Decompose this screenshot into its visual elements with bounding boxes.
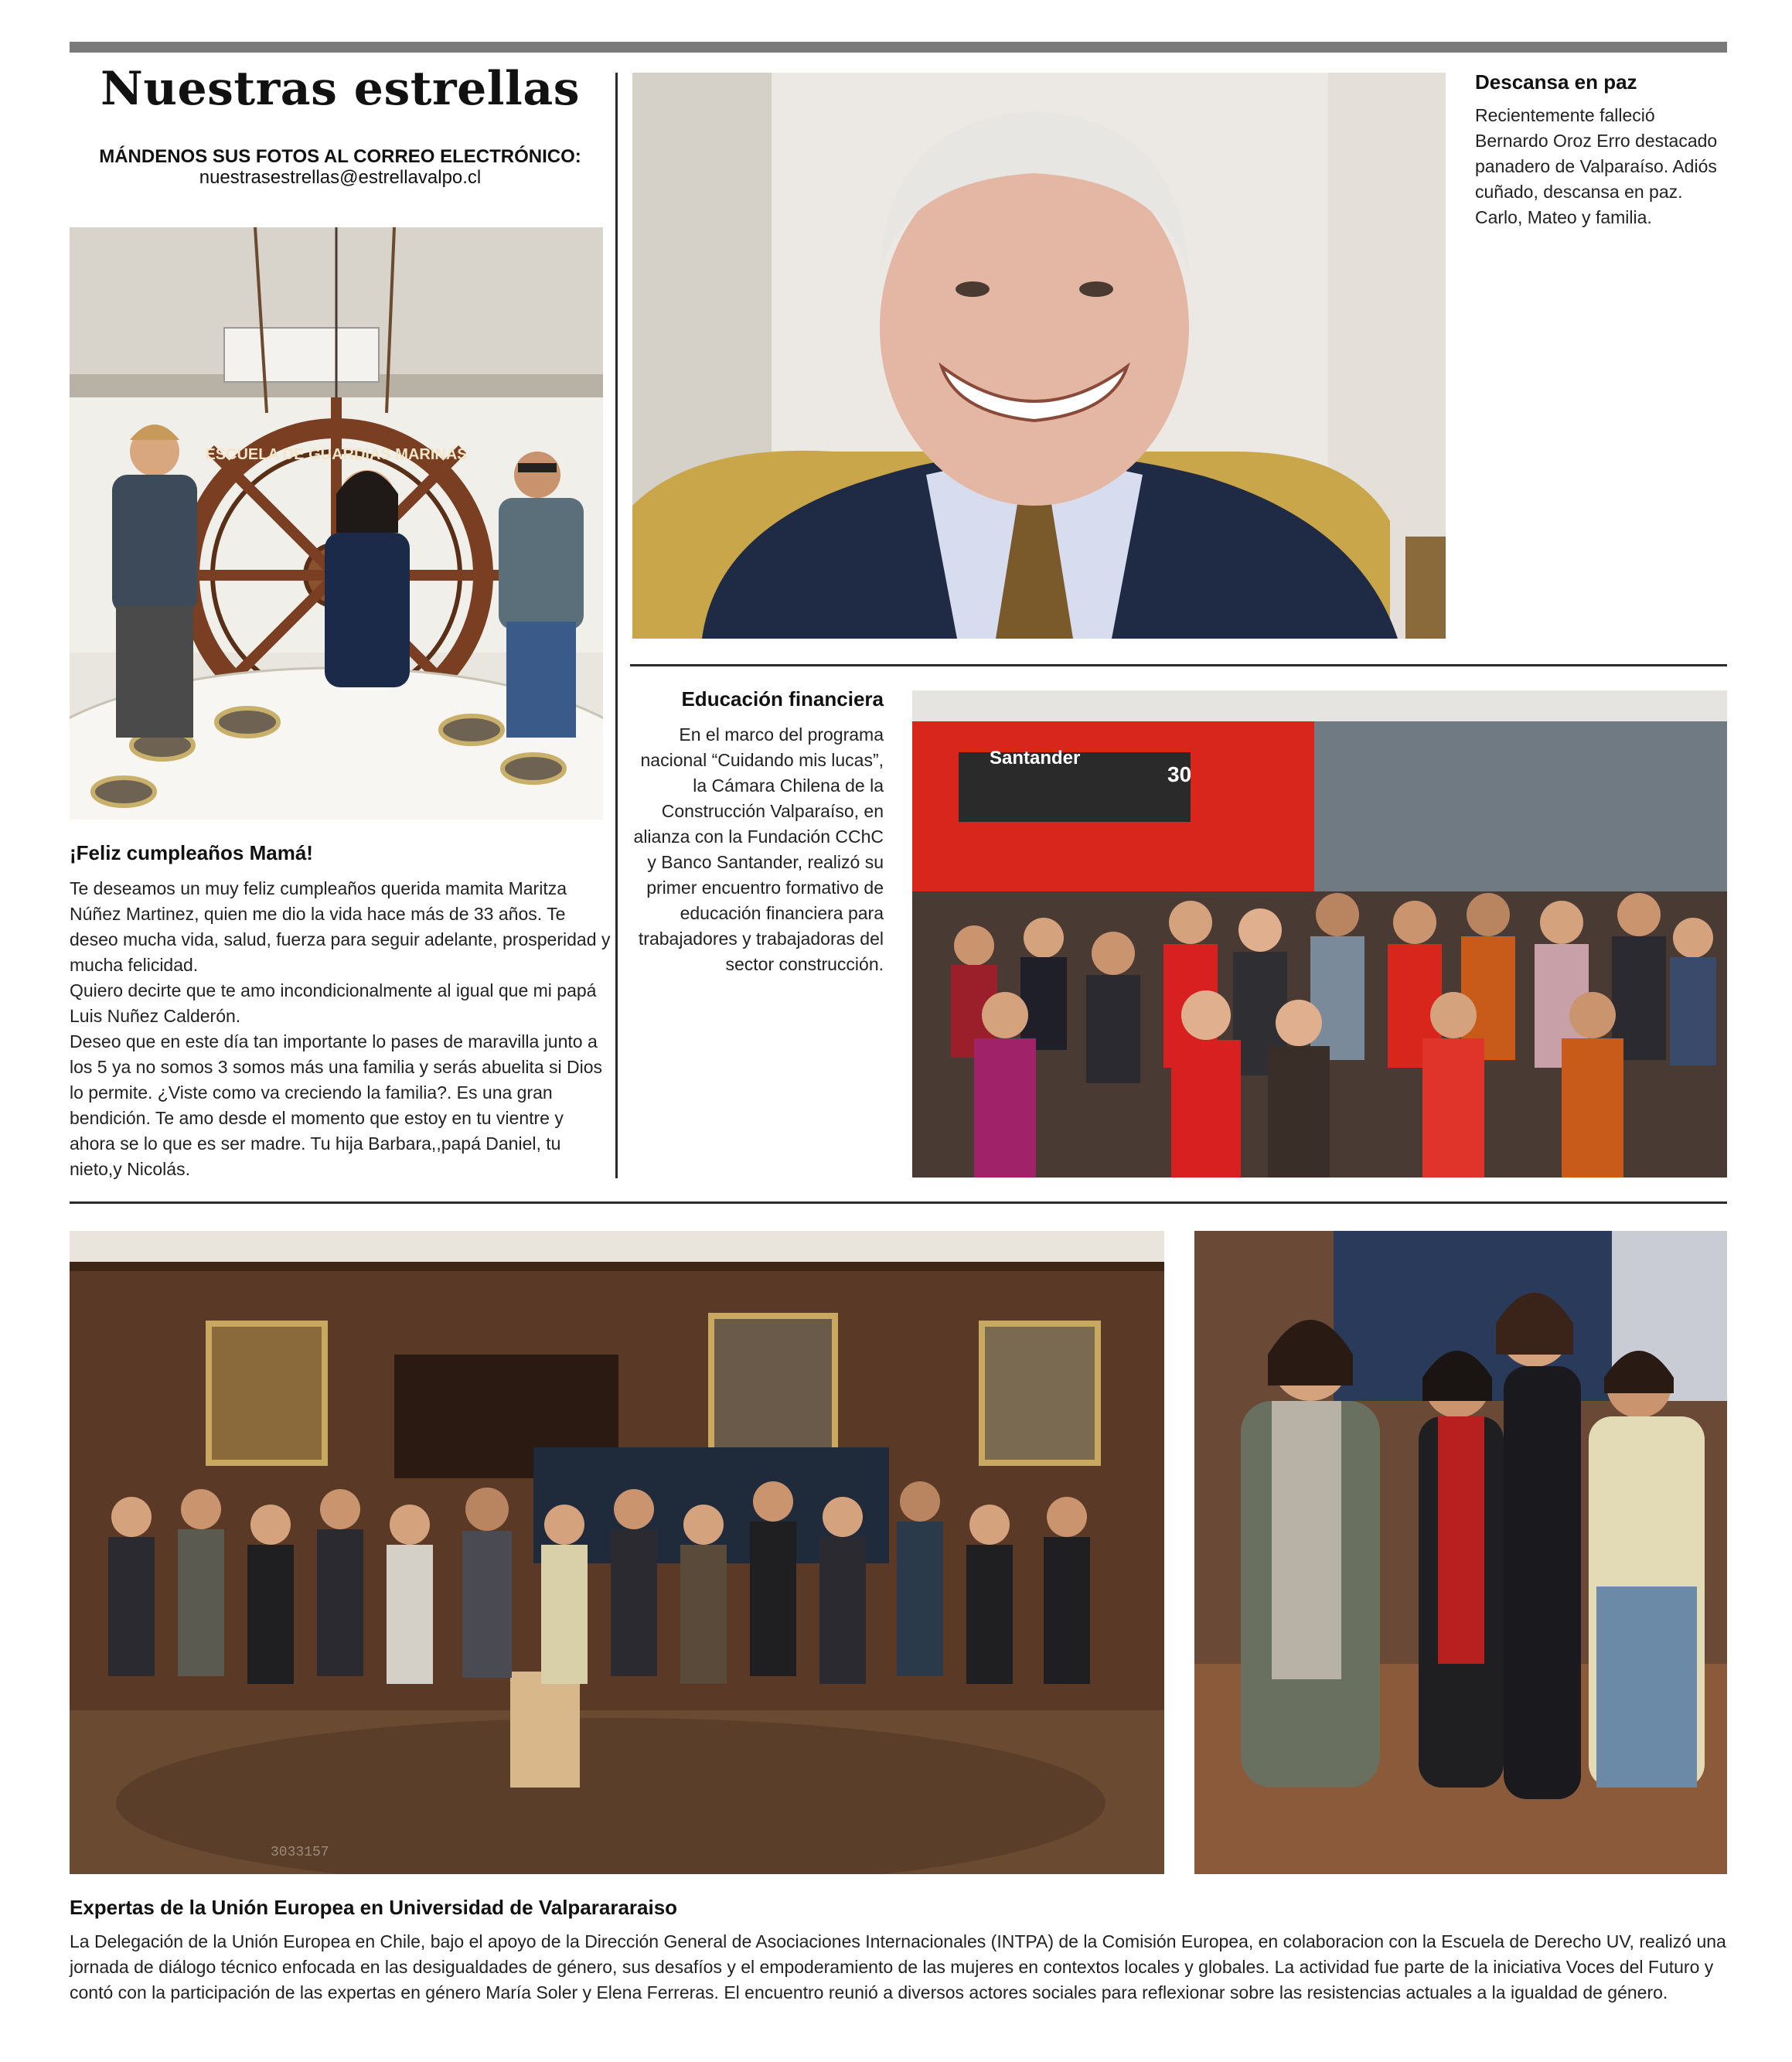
- birthday-paragraph: Deseo que en este día tan importante lo pases de maravilla junto a los 5 ya no somos 3 somos más una familia y serás abuelita si Dios lo permite. ¿Viste como va creciendo la familia?. Es una gran bendición. Te amo desde el momento que estoy en tu vientre y ahora se lo que es ser madre. Tu hija Barbara,,papá Daniel, tu nieto,y Nicolás.: [70, 1031, 603, 1179]
- photo-watermark: 3033157: [271, 1845, 329, 1860]
- eu-headline: Expertas de la Unión Europea en Universidad de Valparararaiso: [70, 1896, 678, 1919]
- santander-sign: Santander: [990, 748, 1081, 769]
- top-rule: [70, 42, 1727, 53]
- birthday-photo: [70, 227, 603, 820]
- obituary-body: Recientemente falleció Bernardo Oroz Erro destacado panadero de Valparaíso. Adiós cuñado, descansa en paz. Carlo, Mateo y familia.: [1475, 105, 1718, 227]
- page-title: Nuestras estrellas: [101, 62, 580, 116]
- obituary-headline: Descansa en paz: [1475, 70, 1637, 94]
- column-divider: [615, 73, 618, 1178]
- finance-headline: Educación financiera: [681, 687, 884, 711]
- wheel-inscription: ESCUELA DE GUARDIAS MARINAS: [205, 446, 468, 463]
- birthday-paragraph: Quiero decirte que te amo incondicionalmente al igual que mi papá Luis Nuñez Calderón.: [70, 980, 597, 1026]
- birthday-headline: ¡Feliz cumpleaños Mamá!: [70, 841, 313, 864]
- finance-body: En el marco del programa nacional “Cuidando mis lucas”, la Cámara Chilena de la Construcción Valparaíso, en alianza con la Fundación CChC y Banco Santander, realizó su primer encuentro formativo de educación financiera para trabajadores y trabajadoras del sector construcción.: [633, 724, 884, 974]
- banner-number: 30: [1167, 762, 1192, 786]
- obituary-photo: [632, 73, 1446, 639]
- eu-group-photo: [70, 1231, 1164, 1874]
- email-address[interactable]: nuestrasestrellas@estrellavalpo.cl: [199, 167, 482, 188]
- section-divider-middle: [70, 1201, 1727, 1204]
- section-divider-top-right: [630, 664, 1727, 666]
- birthday-body: [70, 876, 611, 1182]
- email-label: MÁNDENOS SUS FOTOS AL CORREO ELECTRÓNICO:: [99, 146, 581, 167]
- finance-photo: [912, 690, 1727, 1178]
- birthday-paragraph: Te deseamos un muy feliz cumpleaños querida mamita Maritza Núñez Martinez, quien me dio la vida hace más de 33 años. Te deseo mucha vida, salud, fuerza para seguir adelante, prosperidad y mucha felicidad.: [70, 878, 611, 975]
- eu-body: La Delegación de la Unión Europea en Chile, bajo el apoyo de la Dirección General de Asociaciones Internacionales (INTPA) de la Comisión Europea, en colaboracion con la Escuela de Derecho UV, realizó una jornada de diálogo técnico enfocada en las desigualdades de género, sus desafíos y el empoderamiento de las mujeres en contextos locales y globales. La actividad fue parte de la iniciativa Voces del Futuro y contó con la participación de las expertas en género María Soler y Elena Ferreras. El encuentro reunió a diversos actores sociales para reflexionar sobre las resistencias actuales a la igualdad de género.: [70, 1931, 1726, 2002]
- eu-experts-photo: [1194, 1231, 1727, 1874]
